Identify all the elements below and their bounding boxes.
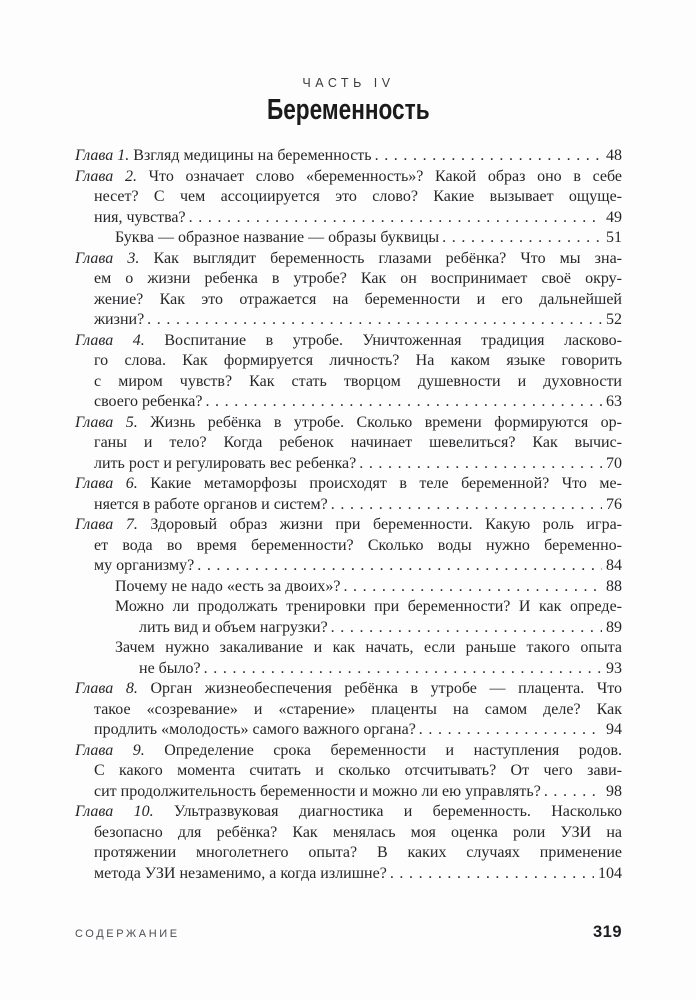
toc-entry-text: Глава 1. Взгляд медицины на беременность [75, 147, 372, 164]
toc-line [75, 228, 622, 249]
toc-line [75, 433, 622, 454]
toc-entry-text: жизни? [94, 311, 145, 328]
toc-line [75, 269, 622, 290]
toc-entry-text: ганы и тело? Когда ребенок начинает шевелиться? Как вычис- [94, 434, 622, 451]
toc-chapter-label: Глава 1. [75, 147, 134, 164]
dot-leader [544, 782, 602, 803]
dot-leader [331, 495, 602, 516]
toc-chapter-label: Глава 8. [75, 680, 151, 697]
toc-entry-text: Можно ли продолжать тренировки при беременности? И как опреде- [115, 598, 622, 615]
toc-page-number: 98 [606, 782, 622, 800]
toc-chapter-label: Глава 3. [75, 249, 154, 267]
toc-line [75, 331, 622, 352]
dot-leader [419, 720, 602, 741]
toc-line [75, 392, 622, 413]
toc-page-number: 88 [606, 577, 622, 595]
dot-leader [197, 556, 602, 577]
toc-line [75, 187, 622, 208]
toc-line [75, 495, 622, 516]
toc-entry-text: метода УЗИ незаменимо, а когда излишне? [94, 864, 387, 882]
toc-page-number: 89 [606, 618, 622, 636]
toc-line [75, 556, 622, 577]
toc-list [75, 146, 622, 884]
toc-page-number: 104 [598, 864, 622, 882]
toc-line [75, 454, 622, 475]
toc-line [75, 290, 622, 311]
toc-entry [75, 413, 622, 475]
dot-leader [442, 228, 602, 249]
toc-entry-text: Почему не надо «есть за двоих»? [115, 577, 341, 595]
toc-entry-text: сит продолжительность беременности и можно ли ею управлять? [94, 782, 541, 800]
toc-line [75, 823, 622, 844]
dot-leader [205, 392, 602, 413]
toc-line [75, 146, 622, 167]
toc-entry [75, 249, 622, 331]
toc-entry [75, 679, 622, 741]
toc-page-number: 63 [606, 393, 622, 410]
toc-page-number: 93 [606, 659, 622, 677]
toc-page-number: 76 [606, 495, 622, 513]
toc-entry [75, 228, 622, 249]
toc-page-number: 49 [606, 208, 622, 226]
toc-page-number: 51 [606, 229, 622, 246]
toc-entry [75, 146, 622, 167]
toc-entry-text: протяжении многолетнего опыта? В каких случаях применение [94, 844, 622, 861]
toc-entry-text: лить вид и объем нагрузки? [139, 618, 328, 636]
toc-chapter-label: Глава 4. [75, 331, 165, 349]
toc-entry-text: ем о жизни ребенка в утробе? Как он воспринимает своё окру- [94, 270, 622, 287]
toc-entry-text: Глава 4. Воспитание в утробе. Уничтоженная традиция ласково- [75, 331, 622, 349]
toc-entry-text: Зачем нужно закаливание и как начать, если раньше такого опыта [115, 639, 622, 656]
toc-line [75, 515, 622, 536]
part-label: ЧАСТЬ IV [302, 76, 395, 90]
toc-line [75, 249, 622, 270]
toc-entry-text: Глава 10. Ультразвуковая диагностика и беременность. Насколько [75, 803, 623, 820]
toc-entry [75, 515, 622, 577]
toc-line [75, 802, 622, 823]
toc-entry-text: Глава 5. Жизнь ребёнка в утробе. Сколько времени формируются ор- [75, 413, 622, 431]
toc-entry-text: не было? [139, 659, 201, 677]
page-title [75, 95, 622, 125]
toc-line [75, 167, 622, 188]
toc-page-number: 48 [606, 147, 622, 164]
toc-entry [75, 167, 622, 229]
toc-entry-text: ния, чувства? [94, 208, 186, 226]
toc-chapter-label: Глава 10. [75, 803, 174, 820]
toc-entry-text: го слова. Как формируется личность? На каком языке говорить [94, 352, 622, 369]
dot-leader [375, 146, 602, 167]
toc-line [75, 351, 622, 372]
toc-page-number: 94 [606, 721, 622, 738]
toc-entry-text: няется в работе органов и систем? [94, 495, 328, 513]
toc-chapter-label: Глава 2. [75, 167, 149, 185]
toc-line [75, 208, 622, 229]
toc-entry-text: лить рост и регулировать вес ребенка? [94, 454, 357, 472]
toc-entry-text: жение? Как это отражается на беременности и его дальнейшей [94, 290, 622, 308]
toc-entry [75, 741, 622, 803]
toc-entry [75, 638, 622, 679]
footer-page-number: 319 [592, 923, 622, 941]
toc-entry-text: Глава 7. Здоровый образ жизни при беременности. Какую роль игра- [75, 516, 622, 533]
toc-chapter-label: Глава 7. [75, 516, 151, 533]
toc-entry-text: своего ребенка? [94, 393, 203, 410]
page-footer [75, 923, 622, 942]
toc-entry-text: Глава 8. Орган жизнеобеспечения ребёнка в утробе — плацента. Что [75, 680, 623, 697]
toc-line [75, 413, 622, 434]
toc-entry-text: безопасно для ребёнка? Как менялась моя оценка роли УЗИ на [94, 823, 622, 841]
page-content [75, 0, 622, 884]
dot-leader [189, 208, 602, 229]
page-title-text: Беременность [267, 94, 430, 126]
dot-leader [331, 618, 602, 639]
toc-line [75, 597, 622, 618]
footer-section-label: СОДЕРЖАНИЕ [75, 928, 180, 940]
toc-entry-text: Глава 2. Что означает слово «беременность»? Какой образ оно в себе [75, 167, 622, 185]
toc-entry-text: Буква — образное название — образы буквицы [115, 229, 440, 246]
toc-line [75, 577, 622, 598]
toc-page-number: 52 [606, 311, 622, 328]
toc-entry [75, 597, 622, 638]
toc-line [75, 782, 622, 803]
toc-entry-text: Глава 9. Определение срока беременности и наступления родов. [75, 741, 623, 759]
toc-line [75, 372, 622, 393]
toc-chapter-label: Глава 9. [75, 741, 165, 759]
dot-leader [343, 577, 602, 598]
toc-line [75, 700, 622, 721]
toc-line [75, 638, 622, 659]
toc-line [75, 761, 622, 782]
toc-line [75, 720, 622, 741]
toc-chapter-label: Глава 5. [75, 413, 151, 431]
toc-entry-text: такое «созревание» и «старение» плаценты на самом деле? Как [94, 700, 622, 718]
dot-leader [390, 864, 594, 885]
toc-line [75, 864, 622, 885]
dot-leader [147, 310, 602, 331]
toc-entry [75, 802, 622, 884]
toc-entry [75, 331, 622, 413]
toc-entry-text: Глава 3. Как выглядит беременность глазами ребёнка? Что мы зна- [75, 249, 622, 267]
toc-entry [75, 577, 622, 598]
toc-entry-text: ет вода во время беременности? Сколько воды нужно беременно- [94, 536, 622, 554]
toc-line [75, 659, 622, 680]
toc-chapter-label: Глава 6. [75, 475, 151, 492]
toc-line [75, 741, 622, 762]
toc-entry-text: продлить «молодость» самого важного органа? [94, 721, 416, 738]
toc-line [75, 618, 622, 639]
toc-line [75, 843, 622, 864]
toc-line [75, 536, 622, 557]
toc-line [75, 310, 622, 331]
dot-leader [359, 454, 602, 475]
toc-entry [75, 474, 622, 515]
toc-page-number: 70 [606, 454, 622, 472]
toc-line [75, 679, 622, 700]
toc-entry-text: Глава 6. Какие метаморфозы происходят в теле беременной? Что ме- [75, 475, 622, 492]
toc-entry-text: несет? С чем ассоциируется это слово? Какие вызывает ощуще- [94, 188, 622, 205]
toc-entry-text: С какого момента считать и сколько отсчитывать? От чего зави- [94, 762, 622, 779]
toc-page-number: 84 [606, 557, 622, 574]
toc-entry-text: му организму? [94, 557, 195, 574]
toc-entry-text: с миром чувств? Как стать творцом душевности и духовности [94, 372, 622, 390]
toc-line [75, 474, 622, 495]
dot-leader [204, 659, 602, 680]
